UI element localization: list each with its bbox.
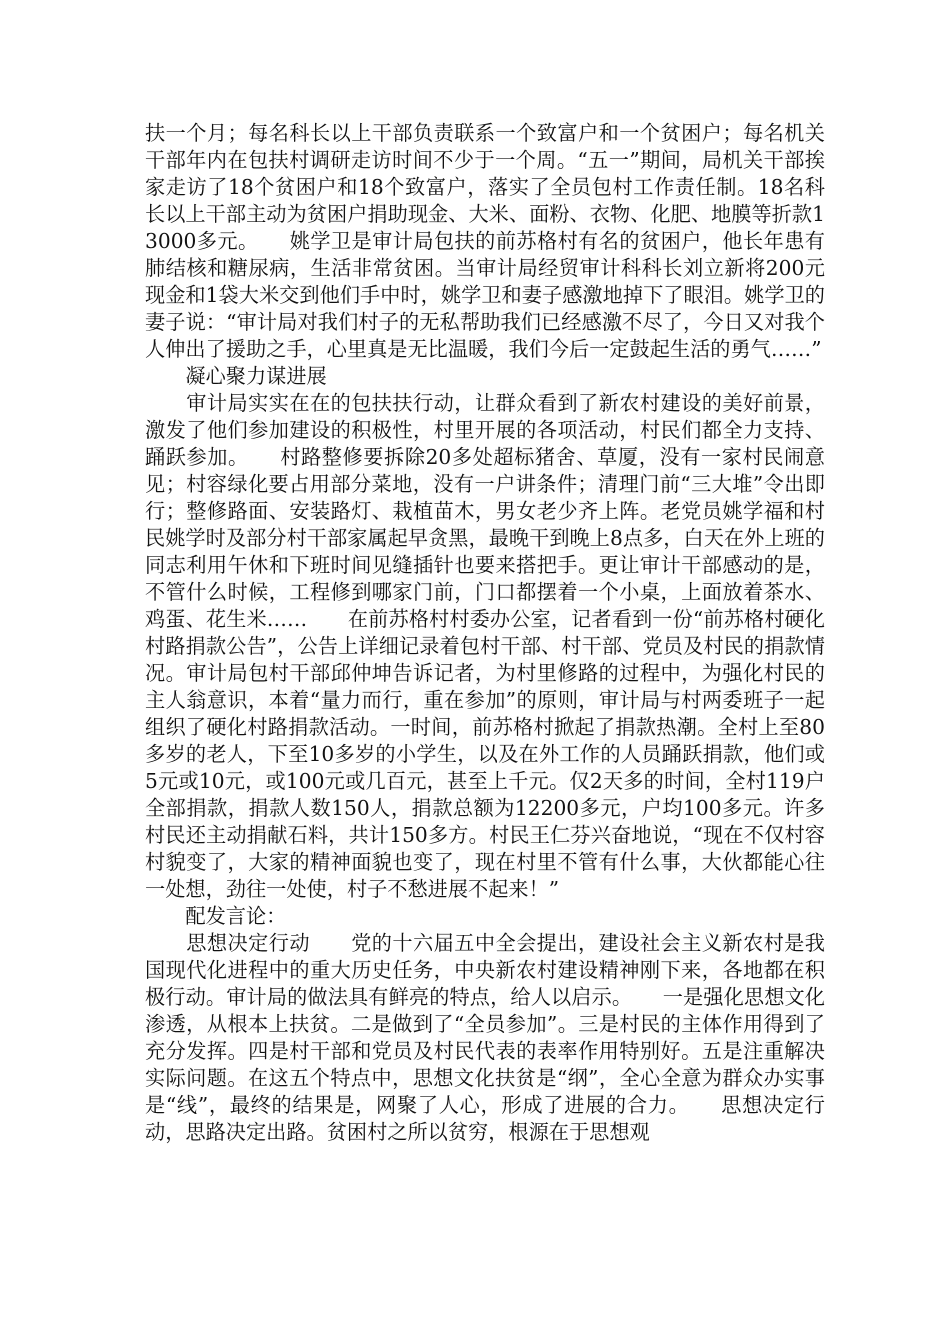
document-page — [145, 120, 825, 1146]
section-heading-1: 凝心聚力谋进展 — [145, 364, 327, 388]
body-paragraph-1: 扶一个月；每名科长以上干部负责联系一个致富户和一个贫困户；每名机关干部年内在包扶村调研走访时间不少于一个周。“五一”期间，局机关干部挨家走访了18个贫困户和18个致富户，落实了全员包村工作责任制。18名科长以上干部主动为贫困户捐助现金、大米、面粉、衣物、化肥、地膜等折款13000多元。 姚学卫是审计局包扶的前苏格村有名的贫困户，他长年患有肺结核和糖尿病，生活非常贫困。当审计局经贸审计科科长刘立新将200元现金和1袋大米交到他们手中时，姚学卫和妻子感激地掉下了眼泪。姚学卫的妻子说：“审计局对我们村子的无私帮助我们已经感激不尽了，今日又对我个人伸出了援助之手，心里真是无比温暖，我们今后一定鼓起生活的勇气……” — [145, 121, 825, 361]
body-paragraph-3: 思想决定行动 党的十六届五中全会提出，建设社会主义新农村是我国现代化进程中的重大历史任务，中央新农村建设精神刚下来，各地都在积极行动。审计局的做法具有鲜亮的特点，给人以启示。 一是强化思想文化渗透，从根本上扶贫。二是做到了“全员参加”。三是村民的主体作用得到了充分发挥。四是村干部和党员及村民代表的表率作用特别好。五是注重解决实际问题。在这五个特点中，思想文化扶贫是“纲”，全心全意为群众办实事是“线”，最终的结果是，网聚了人心，形成了进展的合力。 思想决定行动，思路决定出路。贫困村之所以贫穷，根源在于思想观 — [145, 931, 825, 1144]
body-paragraph-2: 审计局实实在在的包扶扶行动，让群众看到了新农村建设的美好前景，激发了他们参加建设的积极性，村里开展的各项活动，村民们都全力支持、踊跃参加。 村路整修要拆除20多处超标猪舍、草厦，没有一家村民闹意见；村容绿化要占用部分菜地，没有一户讲条件；清理门前“三大堆”令出即行；整修路面、安装路灯、栽植苗木，男女老少齐上阵。老党员姚学福和村民姚学时及部分村干部家属起早贪黑，最晚干到晚上8点多，白天在外上班的同志利用午休和下班时间见缝插针也要来搭把手。更让审计干部感动的是，不管什么时候，工程修到哪家门前，门口都摆着一个小桌，上面放着茶水、鸡蛋、花生米…… 在前苏格村村委办公室，记者看到一份“前苏格村硬化村路捐款公告”，公告上详细记录着包村干部、村干部、党员及村民的捐款情况。审计局包村干部邱仲坤告诉记者，为村里修路的过程中，为强化村民的主人翁意识，本着“量力而行，重在参加”的原则，审计局与村两委班子一起组织了硬化村路捐款活动。一时间，前苏格村掀起了捐款热潮。全村上至80多岁的老人，下至10多岁的小学生，以及在外工作的人员踊跃捐款，他们或5元或10元，或100元或几百元，甚至上千元。仅2天多的时间，全村119户全部捐款，捐款人数150人，捐款总额为12200多元，户均100多元。许多村民还主动捐献石料，共计150多方。村民王仁芬兴奋地说，“现在不仅村容村貌变了，大家的精神面貌也变了，现在村里不管有什么事，大伙都能心往一处想，劲往一处使，村子不愁进展不起来！” — [145, 391, 825, 901]
section-heading-2: 配发言论： — [145, 904, 287, 928]
